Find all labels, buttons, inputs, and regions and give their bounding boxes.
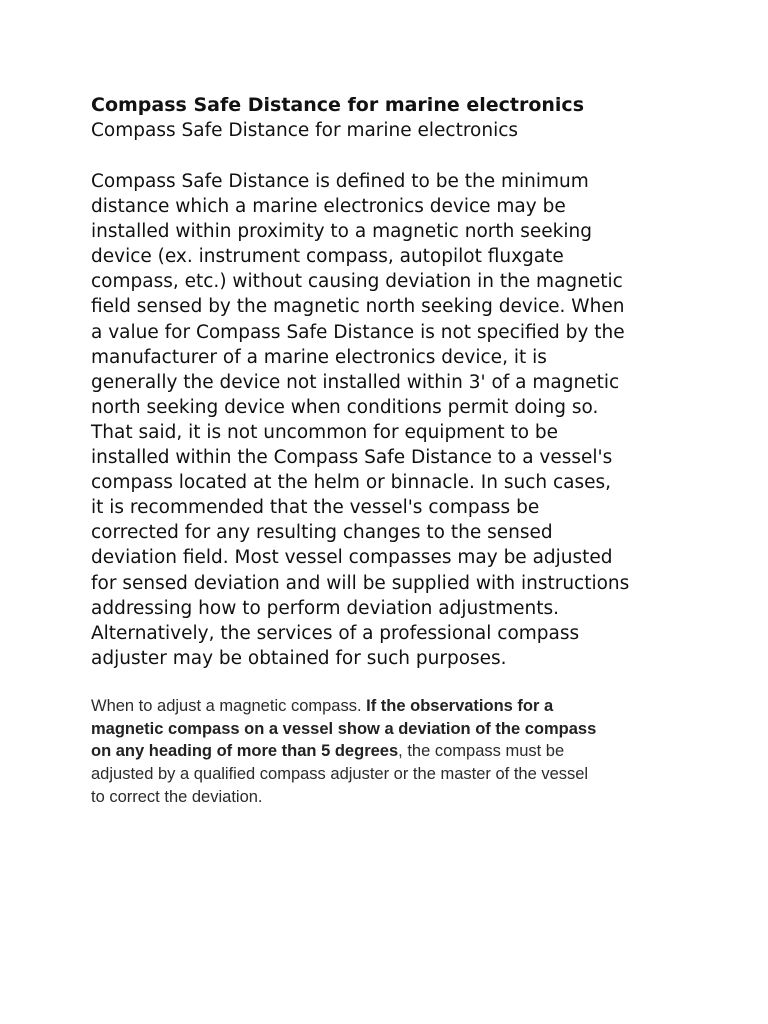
note-line [91, 718, 691, 741]
body-line: Compass Safe Distance is defined to be the minimum [91, 171, 589, 192]
note-text: When to adjust a magnetic compass. [91, 696, 367, 715]
note-emphasis: magnetic compass on a vessel show a deviation of the compass [91, 719, 597, 738]
body-line: generally the device not installed within 3' of a magnetic [91, 371, 620, 393]
body-line: adjuster may be obtained for such purposes. [91, 647, 507, 669]
body-line: compass, etc.) without causing deviation in the magnetic [91, 271, 623, 293]
body-line: installed within proximity to a magnetic north seeking [91, 221, 592, 243]
body-line: corrected for any resulting changes to the sensed [91, 522, 553, 544]
document-subtitle: Compass Safe Distance for marine electronics [91, 120, 519, 141]
body-line: installed within the Compass Safe Distance to a vessel's [91, 447, 613, 469]
body-line: a value for Compass Safe Distance is not specified by the [91, 321, 625, 343]
body-line: That said, it is not uncommon for equipment to be [91, 421, 559, 443]
body-line: addressing how to perform deviation adjustments. [91, 597, 560, 619]
note-emphasis: on any heading of more than 5 degrees [91, 742, 399, 761]
note-line: adjusted by a qualified compass adjuster or the master of the vessel [91, 765, 589, 784]
body-line: distance which a marine electronics device may be [91, 196, 566, 218]
body-line: device (ex. instrument compass, autopilot fluxgate [91, 246, 564, 268]
body-paragraph [91, 169, 691, 671]
document-page [91, 92, 691, 809]
document-title: Compass Safe Distance for marine electronics [91, 94, 585, 116]
body-line: it is recommended that the vessel's compass be [91, 497, 540, 519]
body-line: deviation field. Most vessel compasses may be adjusted [91, 547, 613, 569]
note-text: , the compass must be [398, 742, 565, 761]
body-line: for sensed deviation and will be supplied with instructions [91, 572, 630, 594]
note-line: to correct the deviation. [91, 788, 263, 807]
note-emphasis: If the observations for a [366, 696, 554, 715]
body-line: field sensed by the magnetic north seeking device. When [91, 296, 625, 318]
adjustment-note [91, 695, 691, 809]
note-line [91, 695, 691, 718]
body-line: compass located at the helm or binnacle. In such cases, [91, 472, 612, 494]
note-line [91, 740, 691, 763]
body-line: manufacturer of a marine electronics device, it is [91, 346, 547, 368]
body-line: Alternatively, the services of a professional compass [91, 622, 580, 644]
body-line: north seeking device when conditions permit doing so. [91, 396, 599, 418]
